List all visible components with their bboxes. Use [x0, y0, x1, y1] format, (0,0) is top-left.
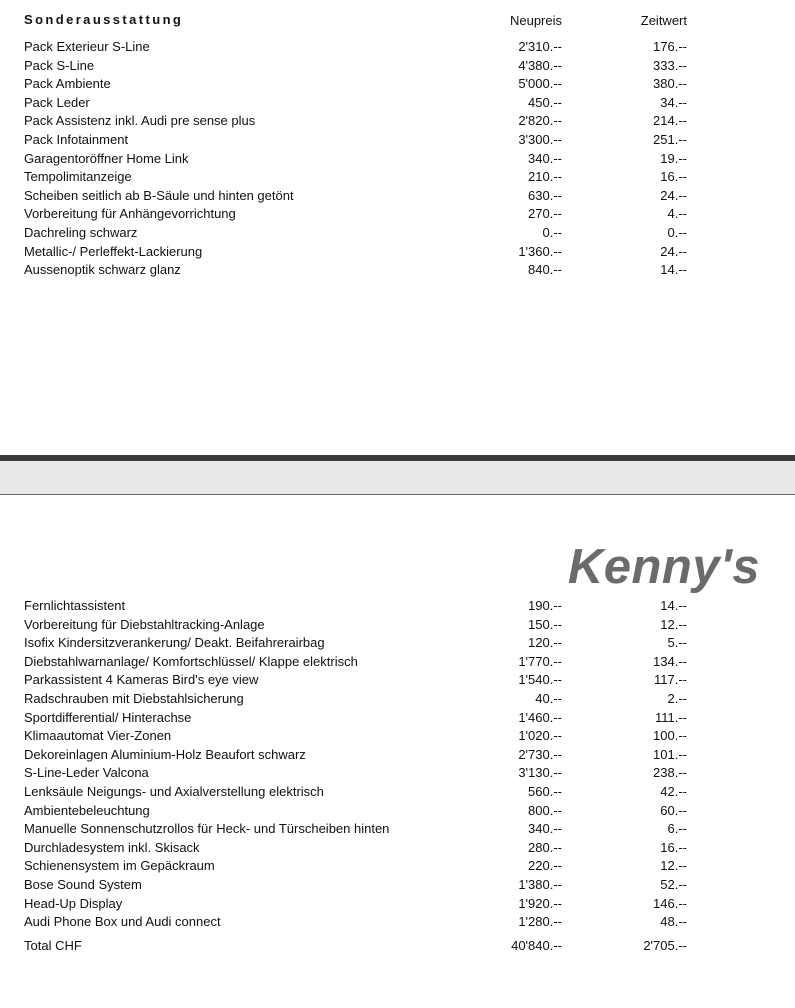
item-neupreis: 2'310.-- [518, 39, 562, 54]
item-zeitwert: 12.-- [660, 858, 687, 874]
equipment-list-top [0, 38, 795, 280]
item-name: Ambientebeleuchtung [24, 802, 150, 818]
table-row [0, 187, 795, 206]
item-zeitwert: 6.-- [667, 821, 687, 837]
item-name: Dachreling schwarz [24, 224, 138, 240]
item-zeitwert: 14.-- [660, 598, 687, 613]
column-header-neupreis: Neupreis [509, 13, 562, 28]
table-row [0, 168, 795, 187]
item-neupreis: 40.-- [535, 690, 562, 706]
item-name: Parkassistent 4 Kameras Bird's eye view [24, 672, 259, 688]
item-zeitwert: 42.-- [660, 783, 687, 799]
table-row [0, 224, 795, 243]
table-row [0, 746, 795, 765]
item-name: Dekoreinlagen Aluminium-Holz Beaufort schwarz [24, 746, 306, 762]
item-zeitwert: 24.-- [660, 243, 687, 259]
table-row [0, 634, 795, 653]
table-row [0, 820, 795, 839]
item-neupreis: 630.-- [528, 187, 562, 203]
item-name: S-Line-Leder Valcona [24, 765, 149, 781]
item-name: Metallic-/ Perleffekt-Lackierung [24, 243, 203, 259]
total-zeitwert: 2'705.-- [643, 938, 687, 953]
item-zeitwert: 52.-- [660, 876, 687, 892]
item-zeitwert: 176.-- [653, 39, 687, 54]
item-neupreis: 1'920.-- [518, 895, 562, 911]
item-zeitwert: 16.-- [660, 839, 687, 855]
table-row [0, 57, 795, 76]
kennys-logo: Kenny's [567, 540, 760, 594]
table-row [0, 671, 795, 690]
item-zeitwert: 380.-- [653, 76, 687, 92]
table-row [0, 38, 795, 57]
item-name: Scheiben seitlich ab B-Säule und hinten getönt [24, 187, 294, 203]
item-neupreis: 1'770.-- [518, 653, 562, 669]
table-header [0, 12, 795, 30]
item-name: Tempolimitanzeige [24, 169, 132, 185]
table-row [0, 764, 795, 783]
item-neupreis: 120.-- [528, 635, 562, 651]
item-name: Isofix Kindersitzverankerung/ Deakt. Beifahrerairbag [24, 635, 325, 651]
item-zeitwert: 251.-- [653, 131, 687, 147]
item-neupreis: 840.-- [528, 262, 562, 278]
item-name: Lenksäule Neigungs- und Axialverstellung elektrisch [24, 783, 324, 799]
item-neupreis: 280.-- [528, 839, 562, 855]
item-zeitwert: 134.-- [653, 653, 687, 669]
item-neupreis: 210.-- [528, 169, 562, 185]
total-neupreis: 40'840.-- [511, 938, 562, 953]
table-row [0, 913, 795, 932]
table-row [0, 690, 795, 709]
table-row [0, 839, 795, 858]
table-row [0, 131, 795, 150]
item-neupreis: 340.-- [528, 821, 562, 837]
item-neupreis: 4'380.-- [518, 57, 562, 73]
table-row [0, 802, 795, 821]
item-neupreis: 340.-- [528, 150, 562, 166]
item-name: Pack Exterieur S-Line [24, 39, 150, 54]
item-zeitwert: 111.-- [654, 709, 687, 725]
item-name: Klimaautomat Vier-Zonen [24, 728, 172, 744]
table-row [0, 895, 795, 914]
item-name: Audi Phone Box und Audi connect [24, 914, 221, 930]
item-neupreis: 2'730.-- [518, 746, 562, 762]
table-row [0, 597, 795, 616]
item-neupreis: 450.-- [528, 94, 562, 110]
table-row [0, 94, 795, 113]
item-name: Sportdifferential/ Hinterachse [24, 709, 192, 725]
item-neupreis: 150.-- [528, 616, 562, 632]
item-name: Aussenoptik schwarz glanz [24, 262, 181, 278]
item-name: Pack Leder [24, 94, 90, 110]
item-zeitwert: 34.-- [660, 94, 687, 110]
table-row [0, 857, 795, 876]
table-row [0, 112, 795, 131]
item-zeitwert: 14.-- [660, 262, 687, 278]
item-zeitwert: 100.-- [653, 728, 687, 744]
item-neupreis: 560.-- [528, 783, 562, 799]
section-title: Sonderausstattung [24, 12, 184, 27]
item-neupreis: 2'820.-- [518, 113, 562, 129]
table-row [0, 709, 795, 728]
item-name: Pack S-Line [24, 57, 95, 73]
item-name: Diebstahlwarnanlage/ Komfortschlüssel/ Klappe elektrisch [24, 653, 358, 669]
item-name: Manuelle Sonnenschutzrollos für Heck- und Türscheiben hinten [24, 821, 390, 837]
table-row [0, 150, 795, 169]
item-zeitwert: 24.-- [660, 187, 687, 203]
item-name: Fernlichtassistent [24, 598, 126, 613]
item-zeitwert: 214.-- [653, 113, 687, 129]
table-row [0, 261, 795, 280]
item-neupreis: 220.-- [528, 858, 562, 874]
item-neupreis: 1'380.-- [518, 876, 562, 892]
table-row [0, 243, 795, 262]
item-name: Pack Assistenz inkl. Audi pre sense plus [24, 113, 256, 129]
total-row [0, 937, 795, 955]
item-neupreis: 800.-- [528, 802, 562, 818]
item-zeitwert: 48.-- [660, 914, 687, 930]
item-zeitwert: 4.-- [667, 206, 687, 222]
item-neupreis: 5'000.-- [518, 76, 562, 92]
item-name: Garagentoröffner Home Link [24, 150, 189, 166]
item-name: Vorbereitung für Diebstahltracking-Anlage [24, 616, 265, 632]
table-row [0, 783, 795, 802]
item-name: Bose Sound System [24, 876, 142, 892]
document-page-2 [0, 495, 795, 1008]
item-neupreis: 270.-- [528, 206, 562, 222]
item-neupreis: 3'130.-- [518, 765, 562, 781]
item-neupreis: 1'460.-- [518, 709, 562, 725]
item-name: Radschrauben mit Diebstahlsicherung [24, 690, 244, 706]
item-neupreis: 1'020.-- [518, 728, 562, 744]
item-neupreis: 3'300.-- [518, 131, 562, 147]
item-zeitwert: 5.-- [667, 635, 687, 651]
item-zeitwert: 117.-- [654, 672, 687, 688]
table-row [0, 653, 795, 672]
item-zeitwert: 101.-- [653, 746, 687, 762]
table-row [0, 75, 795, 94]
table-row [0, 876, 795, 895]
item-neupreis: 1'280.-- [518, 914, 562, 930]
table-row [0, 727, 795, 746]
total-label: Total CHF [24, 938, 82, 953]
item-neupreis: 1'540.-- [518, 672, 562, 688]
item-name: Schienensystem im Gepäckraum [24, 858, 215, 874]
item-zeitwert: 333.-- [653, 57, 687, 73]
item-zeitwert: 238.-- [653, 765, 687, 781]
item-zeitwert: 146.-- [653, 895, 687, 911]
item-name: Pack Infotainment [24, 131, 129, 147]
item-zeitwert: 0.-- [667, 224, 687, 240]
table-row [0, 205, 795, 224]
item-neupreis: 190.-- [528, 598, 562, 613]
item-name: Pack Ambiente [24, 76, 111, 92]
item-zeitwert: 16.-- [660, 169, 687, 185]
item-zeitwert: 60.-- [660, 802, 687, 818]
item-name: Head-Up Display [24, 895, 123, 911]
column-header-zeitwert: Zeitwert [640, 13, 687, 28]
item-name: Durchladesystem inkl. Skisack [24, 839, 200, 855]
table-row [0, 616, 795, 635]
page-gap [0, 461, 795, 495]
item-zeitwert: 12.-- [660, 616, 687, 632]
item-neupreis: 0.-- [542, 224, 562, 240]
item-neupreis: 1'360.-- [518, 243, 562, 259]
item-zeitwert: 19.-- [660, 150, 687, 166]
document-page-1 [0, 0, 795, 455]
item-zeitwert: 2.-- [667, 690, 687, 706]
item-name: Vorbereitung für Anhängevorrichtung [24, 206, 236, 222]
equipment-list-bottom [0, 597, 795, 932]
